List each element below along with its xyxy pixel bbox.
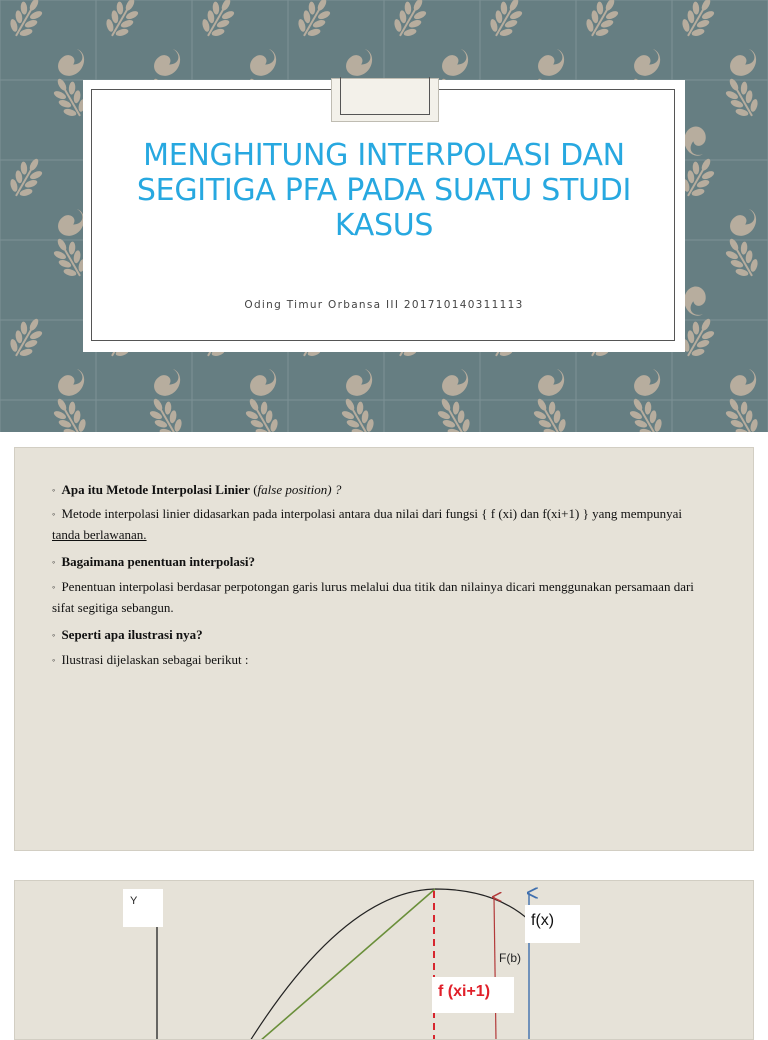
title-card [83,80,685,352]
paisley-icon [727,365,759,400]
leaf-sprig-icon [719,392,764,432]
paisley-icon [247,45,279,80]
bullet-icon: ◦ [52,485,56,495]
paisley-icon [727,45,759,80]
bullet-icon: ◦ [52,557,56,567]
question-2 [52,552,712,573]
question-1-italic: false position) ? [257,482,342,497]
paisley-icon [343,45,375,80]
fxi-label-box [432,977,514,1013]
paisley-icon [247,365,279,400]
answer-2 [52,577,712,617]
leaf-sprig-icon [388,0,433,43]
y-axis-label: Y [130,895,138,907]
fx-label: f(x) [531,912,555,929]
leaf-sprig-icon [143,392,188,432]
paisley-icon [55,365,87,400]
question-1-bold: Apa itu Metode Interpolasi Linier [61,482,250,497]
paisley-icon [151,365,183,400]
bullet-icon: ◦ [52,582,56,592]
author-line: Oding Timur Orbansa III 201710140311113 [244,299,524,311]
leaf-sprig-icon [292,0,337,43]
question-3-text: Seperti apa ilustrasi nya? [61,627,203,642]
y-label-box [123,889,163,927]
answer-2-text: Penentuan interpolasi berdasar perpotongan garis lurus melalui dua titik dan nilainya dicari menggunakan persamaan dari sifat segitiga sebangun. [52,579,694,615]
page-title: MENGHITUNG INTERPOLASI DAN SEGITIGA PFA PADA SUATU STUDI KASUS [136,138,632,243]
title-card-tab [331,78,439,122]
fx-label-box [525,905,580,943]
secant-line [260,889,435,1040]
paisley-icon [343,365,375,400]
text-slide [14,447,754,851]
red-arrow-line [494,897,496,1040]
function-curve [250,889,530,1040]
leaf-sprig-icon [47,392,92,432]
leaf-sprig-icon [484,0,529,43]
paisley-icon [439,45,471,80]
title-slide [0,0,768,432]
leaf-sprig-icon [623,392,668,432]
fb-label: F(b) [499,951,521,965]
paisley-icon [535,45,567,80]
question-2-text: Bagaimana penentuan interpolasi? [61,554,256,569]
leaf-sprig-icon [4,0,49,43]
paisley-icon [535,365,567,400]
leaf-sprig-icon [100,0,145,43]
paisley-icon [631,365,663,400]
paisley-icon [439,365,471,400]
question-1 [52,480,712,501]
answer-1-text: Metode interpolasi linier didasarkan pada interpolasi antara dua nilai dari fungsi { f (xi) dan f(xi+1) } yang mempunyai [61,506,682,521]
answer-3 [52,650,712,671]
fxi-label: f (xi+1) [438,983,491,1000]
bullet-icon: ◦ [52,509,56,519]
bullet-icon: ◦ [52,630,56,640]
answer-1 [52,504,712,544]
leaf-sprig-icon [580,0,625,43]
paisley-icon [631,45,663,80]
leaf-sprig-icon [431,392,476,432]
answer-1-underlined: tanda berlawanan. [52,527,147,542]
bullet-icon: ◦ [52,655,56,665]
leaf-sprig-icon [527,392,572,432]
leaf-sprig-icon [239,392,284,432]
leaf-sprig-icon [335,392,380,432]
answer-3-text: Ilustrasi dijelaskan sebagai berikut : [61,652,249,667]
title-card-tab-inner [340,77,430,115]
question-3 [52,625,712,646]
leaf-sprig-icon [196,0,241,43]
leaf-sprig-icon [676,0,721,43]
paisley-icon [727,205,759,240]
diagram-slide [14,880,754,1040]
question-1-open: ( [249,482,258,497]
paisley-icon [55,45,87,80]
paisley-icon [151,45,183,80]
